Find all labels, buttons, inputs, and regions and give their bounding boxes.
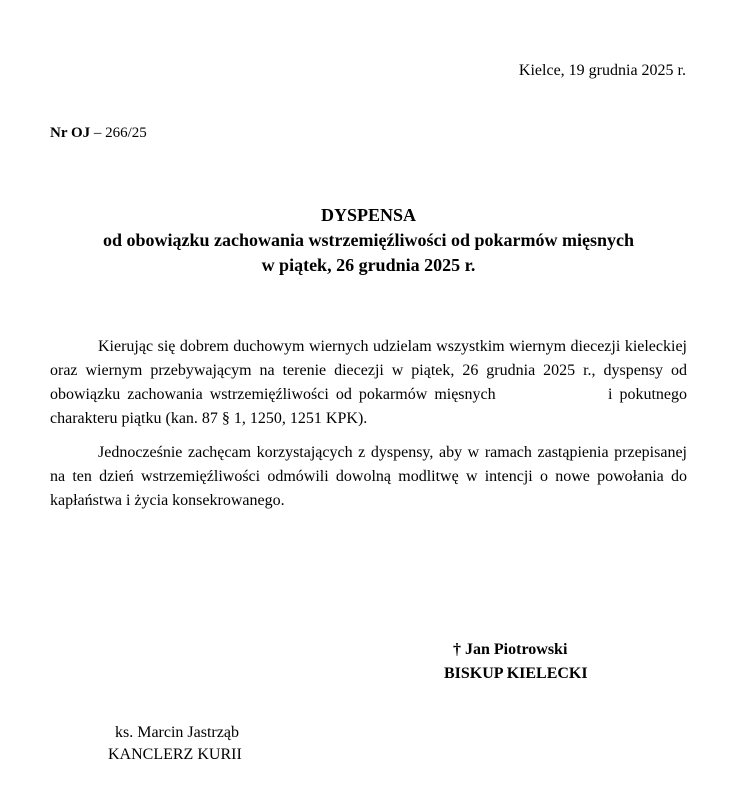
bishop-title: BISKUP KIELECKI	[444, 665, 588, 682]
title-line-1: DYSPENSA	[320, 205, 417, 225]
reference-number	[50, 123, 147, 143]
document-body	[50, 335, 691, 513]
body-paragraph-2: Jednocześnie zachęcam korzystających z dyspensy, aby w ramach zastąpienia przepisanej na ten dzień wstrzemięźliwości odmówili dowolną modlitwę w intencji o nowe powołania do kapłaństwa i życia konsekrowanego.	[50, 444, 687, 509]
title-line-2: od obowiązku zachowania wstrzemięźliwości od pokarmów mięsnych	[103, 230, 634, 250]
bishop-name: † Jan Piotrowski	[453, 641, 568, 658]
chancellor-name: ks. Marcin Jastrząb	[115, 724, 239, 741]
title-line-3: w piątek, 26 grudnia 2025 r.	[261, 255, 476, 275]
document-title	[50, 203, 687, 278]
place-and-date: Kielce, 19 grudnia 2025 r.	[518, 62, 686, 79]
chancellor-signature	[108, 722, 242, 766]
reference-value: – 266/25	[90, 125, 147, 141]
bishop-signature	[444, 638, 588, 686]
reference-prefix: Nr OJ	[50, 125, 91, 141]
body-paragraph-1: Kierując się dobrem duchowym wiernych udzielam wszystkim wiernym diecezji kieleckiej oraz wiernym przebywającym na terenie diecezji w piątek, 26 grudnia 2025 r., dyspensy od obowiązku zachowania wstrzemięźliwości od pokarmów mięsnych i pokutnego charakteru piątku (kan. 87 § 1, 1250, 1251 KPK).	[50, 338, 691, 427]
chancellor-title: KANCLERZ KURII	[108, 746, 242, 763]
